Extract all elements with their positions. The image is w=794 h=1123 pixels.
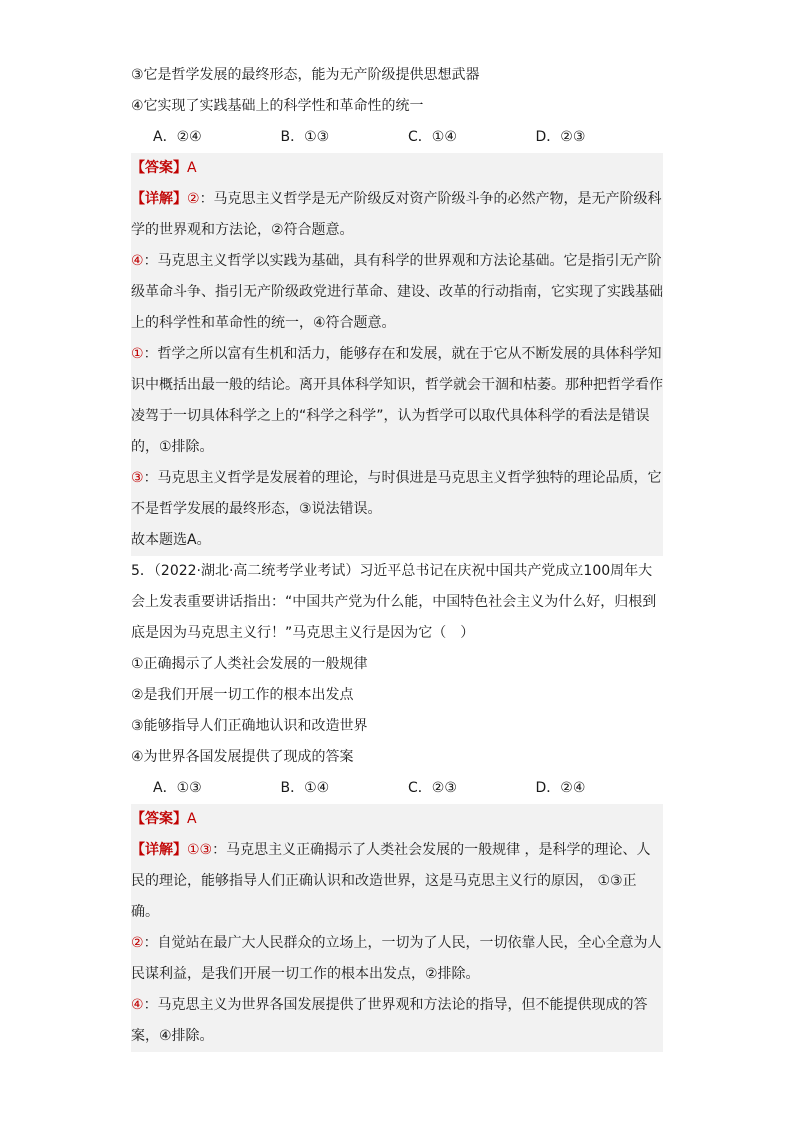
q5-detail-1	[131, 835, 663, 928]
q5-answer-tag: 【答案】	[131, 811, 187, 827]
q4-detail-1-mark: ②	[187, 191, 200, 207]
q4-detail-tag: 【详解】	[131, 191, 187, 207]
q4-detail-4	[131, 463, 663, 525]
q5-answer-block	[131, 804, 663, 1052]
q4-detail-2-text: ：马克思主义哲学以实践为基础，具有科学的世界观和方法论基础。它是指引无产阶级革命斗争、指引无产阶级政党进行革命、建设、改革的行动指南，它实现了实践基础上的科学性和革命性的统一，④符合题意。	[131, 253, 663, 331]
q5-answer-value: A	[187, 811, 197, 827]
q4-detail-1	[131, 184, 663, 246]
q5-option-a: A．①③	[153, 780, 202, 796]
q4-option-d: D．②③	[535, 129, 586, 145]
q5-statement-2: ②是我们开展一切工作的根本出发点	[131, 687, 354, 703]
q5-options	[131, 773, 663, 804]
q4-detail-2-mark: ④	[131, 253, 144, 269]
q4-answer-block	[131, 153, 663, 556]
q5-detail-1-text: ：马克思主义正确揭示了人类社会发展的一般规律 ，是科学的理论、人民的理论，能够指导人们正确认识和改造世界，这是马克思主义行的原因， ①③正确。	[131, 842, 651, 920]
q4-answer-tag: 【答案】	[131, 160, 187, 176]
q4-detail-1-text: ：马克思主义哲学是无产阶级反对资产阶级斗争的必然产物，是无产阶级科学的世界观和方法论，②符合题意。	[131, 191, 662, 238]
q5-detail-1-mark: ①③	[187, 842, 213, 858]
q5-detail-3-mark: ④	[131, 997, 144, 1013]
q4-detail-4-mark: ③	[131, 470, 144, 486]
q4-statement-3: ③它是哲学发展的最终形态，能为无产阶级提供思想武器	[131, 67, 480, 83]
q4-detail-4-text: ：马克思主义哲学是发展着的理论，与时俱进是马克思主义哲学独特的理论品质，它不是哲学发展的最终形态，③说法错误。	[131, 470, 662, 517]
q4-conclusion: 故本题选A。	[131, 532, 211, 548]
q4-detail-2	[131, 246, 663, 339]
q4-option-c: C．①④	[408, 129, 457, 145]
q4-option-a: A．②④	[153, 129, 202, 145]
q5-answer	[131, 804, 663, 835]
q5-option-d: D．②④	[535, 780, 586, 796]
q5-detail-3	[131, 990, 663, 1052]
q4-answer	[131, 153, 663, 184]
document-page	[131, 60, 663, 1052]
q5-option-b: B．①④	[280, 780, 330, 796]
q4-detail-3-text: ：哲学之所以富有生机和活力，能够存在和发展，就在于它从不断发展的具体科学知识中概括出最一般的结论。离开具体科学知识，哲学就会干涸和枯萎。那种把哲学看作凌驾于一切具体科学之上的“科学之科学”，认为哲学可以取代具体科学的看法是错误的，①排除。	[131, 346, 663, 455]
q5-stem: 5．（2022·湖北·高二统考学业考试）习近平总书记在庆祝中国共产党成立100周年大会上发表重要讲话指出：“中国共产党为什么能，中国特色社会主义为什么好，归根到底是因为马克思主义行！”马克思主义行是因为它（ ）	[131, 563, 657, 641]
q5-statement-3: ③能够指导人们正确地认识和改造世界	[131, 718, 368, 734]
q5-detail-tag: 【详解】	[131, 842, 187, 858]
q4-option-b: B．①③	[280, 129, 330, 145]
q5-statement-1: ①正确揭示了人类社会发展的一般规律	[131, 656, 368, 672]
q4-detail-3-mark: ①	[131, 346, 144, 362]
q5-statement-4: ④为世界各国发展提供了现成的答案	[131, 749, 354, 765]
q5-detail-2-mark: ②	[131, 935, 144, 951]
q4-detail-3	[131, 339, 663, 463]
q4-statement-4: ④它实现了实践基础上的科学性和革命性的统一	[131, 98, 424, 114]
q4-answer-value: A	[187, 160, 197, 176]
q5-detail-2-text: ：自觉站在最广大人民群众的立场上，一切为了人民，一切依靠人民，全心全意为人民谋利益，是我们开展一切工作的根本出发点，②排除。	[131, 935, 662, 982]
q5-option-c: C．②③	[408, 780, 457, 796]
q4-options	[131, 122, 663, 153]
q5-detail-3-text: ：马克思主义为世界各国发展提供了世界观和方法论的指导，但不能提供现成的答案，④排除。	[131, 997, 648, 1044]
q5-detail-2	[131, 928, 663, 990]
